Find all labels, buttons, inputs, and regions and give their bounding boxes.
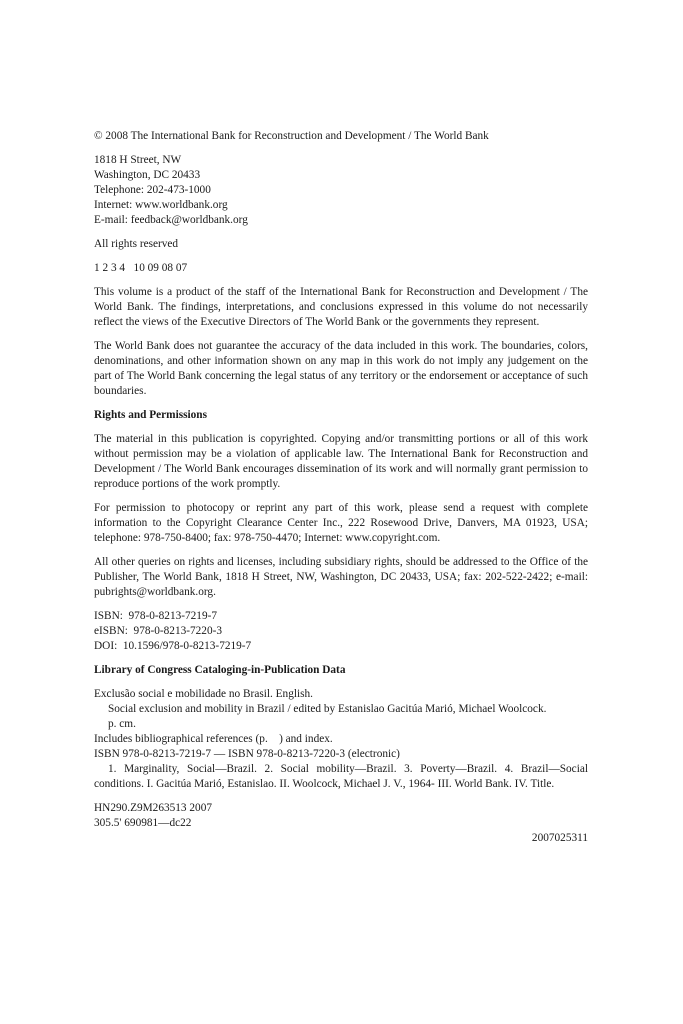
dewey-class: 305.5' 690981—dc22 <box>94 817 192 829</box>
lc-class: HN290.Z9M263513 2007 <box>94 802 212 814</box>
address-telephone: Telephone: 202-473-1000 <box>94 184 211 196</box>
address-email: E-mail: feedback@worldbank.org <box>94 214 248 226</box>
copyright-line: © 2008 The International Bank for Reconstruction and Development / The World Bank <box>94 130 489 142</box>
cip-original-title: Exclusão social e mobilidade no Brasil. English. <box>94 688 313 700</box>
address-city: Washington, DC 20433 <box>94 169 201 181</box>
permissions-paragraph-1: The material in this publication is copyrighted. Copying and/or transmitting portions or all of this work without permission may be a violation of applicable law. The International Bank for Reconstruction and Development / The World Bank encourages dissemination of its work and will normally grant permission to reproduce portions of the work promptly. <box>94 433 588 490</box>
permissions-paragraph-3: All other queries on rights and licenses, including subsidiary rights, should be addressed to the Office of the Publisher, The World Bank, 1818 H Street, NW, Washington, DC 20433, USA; fax: 202-522-2422; e-mail: pubrights@worldbank.org. <box>94 556 588 598</box>
rights-permissions-heading: Rights and Permissions <box>94 409 207 421</box>
cip-title-line: Social exclusion and mobility in Brazil / edited by Estanislao Gacitúa Marió, Michael Woolcock. <box>108 703 547 715</box>
isbn: ISBN: 978-0-8213-7219-7 <box>94 610 218 622</box>
cip-isbn-line: ISBN 978-0-8213-7219-7 — ISBN 978-0-8213-7220-3 (electronic) <box>94 748 400 760</box>
cip-subjects: 1. Marginality, Social—Brazil. 2. Social mobility—Brazil. 3. Poverty—Brazil. 4. Brazil—Social conditions. I. Gacitúa Marió, Estanislao. II. Woolcock, Michael J. V., 1964- III. World Bank. IV. Title. <box>94 763 588 790</box>
address-internet: Internet: www.worldbank.org <box>94 199 228 211</box>
publisher-address <box>94 153 588 228</box>
rights-reserved: All rights reserved <box>94 238 179 250</box>
disclaimer-paragraph-2: The World Bank does not guarantee the accuracy of the data included in this work. The boundaries, colors, denominations, and other information shown on any map in this work do not imply any judgement on the part of The World Bank concerning the legal status of any territory or the endorsement or acceptance of such boundaries. <box>94 340 588 397</box>
cip-heading: Library of Congress Cataloging-in-Publication Data <box>94 664 346 676</box>
cip-record <box>94 687 588 792</box>
eisbn: eISBN: 978-0-8213-7220-3 <box>94 625 223 637</box>
printing-line: 1 2 3 4 10 09 08 07 <box>94 262 188 274</box>
cip-references: Includes bibliographical references (p. ) and index. <box>94 733 333 745</box>
identifiers <box>94 609 588 654</box>
copyright-page <box>94 129 588 846</box>
doi: DOI: 10.1596/978-0-8213-7219-7 <box>94 640 252 652</box>
cip-classification <box>94 801 588 846</box>
disclaimer-paragraph-1: This volume is a product of the staff of the International Bank for Reconstruction and Development / The World Bank. The findings, interpretations, and conclusions expressed in this volume do not necessarily reflect the views of the Executive Directors of The World Bank or the governments they represent. <box>94 286 588 328</box>
address-street: 1818 H Street, NW <box>94 154 182 166</box>
permissions-paragraph-2: For permission to photocopy or reprint any part of this work, please send a request with complete information to the Copyright Clearance Center Inc., 222 Rosewood Drive, Danvers, MA 01923, USA; telephone: 978-750-8400; fax: 978-750-4470; Internet: www.copyright.com. <box>94 502 588 544</box>
lccn: 2007025311 <box>531 832 588 844</box>
cip-pages: p. cm. <box>108 718 136 730</box>
